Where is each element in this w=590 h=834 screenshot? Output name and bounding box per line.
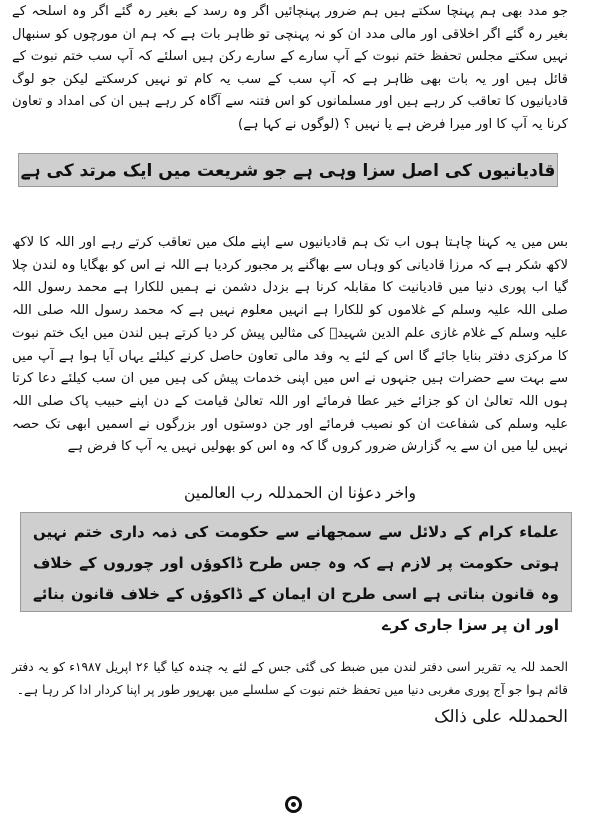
- paragraph-london-office: بس میں یہ کہنا چاہتا ہوں اب تک ہم قادیانیوں سے اپنے ملک میں تعاقب کرتے رہے اور اللہ کا لاکھ لاکھ شکر ہے کہ مرزا قادیانی کو وہاں سے بھاگنے پر مجبور کردیا ہے اللہ نے اس کو بھگایا وہ لندن چلا گیا اب پوری دنیا میں قادیانیت کا مقابلہ کرنا ہے بزدل دشمن نے ہمیں للکارا ہے محمد رسول اللہ صلی اللہ علیہ وسلم کے غلاموں کو للکارا ہے انہیں معلوم نہیں ہے کہ محمد رسول اللہ صلی اللہ علیہ وسلم کے غلام غازی علم الدین شہیدؒ کی مثالیں پیش کر دیا کرتے ہیں لندن میں ایک ختم نبوت کا مرکزی دفتر بنایا جائے گا اس کے لئے یہ وفد مالی تعاون حاصل کرنے کیلئے یہاں آیا ہوا ہے آپ میں سے بہت سے حضرات ہیں جنہوں نے اس میں اپنی خدمات پیش کی ہیں میں ان سب کیلئے دعا کرتا ہوں اللہ تعالیٰ ان کو جزائے خیر عطا فرمائے اور اللہ تعالیٰ قیامت کے دن اپنے حبیب پاک صلی اللہ علیہ وسلم کی شفاعت ان کو نصیب فرمائے اور جن دوستوں اور بزرگوں نے اسمیں ابھی تک حصہ نہیں لیا میں ان سے یہ گزارش ضرور کروں گا کہ وہ اس کو بھولیں نہیں یہ آپ کا فرض ہے: [12, 235, 568, 455]
- section-heading: قادیانیوں کی اصل سزا وہی ہے جو شریعت میں ایک مرتد کی ہے: [20, 160, 556, 181]
- circle-dot-icon: [285, 796, 302, 813]
- paragraph-office-note: الحمد للہ یہ تقریر اسی دفتر لندن میں ضبط کی گئی جس کے لئے یہ چندہ کیا گیا ۲۶ اپریل ۱۹۸۷ء کو یہ دفتر قائم ہوا جو آج پوری مغربی دنیا میں تحفظ ختم نبوت کے سلسلے میں بھرپور طور پر اپنا کردار ادا کر رہا ہے۔: [12, 660, 568, 697]
- callout-box: علماء کرام کے دلائل سے سمجھانے سے حکومت کی ذمہ داری ختم نہیں ہوتی حکومت پر لازم ہے کہ وہ جس طرح ڈاکوؤں اور چوروں کے خلاف وہ قانون بناتی ہے اسی طرح ان ایمان کے ڈاکوؤں کے خلاف قانون بنائے اور ان پر سزا جاری کرے: [20, 512, 572, 612]
- arabic-closing-prayer: واخر دعوٰنا ان الحمدللہ رب العالمین: [184, 484, 416, 502]
- section-heading-box: [18, 153, 558, 187]
- paragraph-support-appeal: جو مدد بھی ہم پہنچا سکتے ہیں ہم ضرور پہنچائیں اگر وہ رسد کے بغیر رہ گئے اگر وہ اسلحہ کے بغیر رہ گئے اگر اخلاقی اور مالی مدد ان کو نہ پہنچی تو ظاہر بات ہے کہ ہم ان مورچوں کو سنبھال نہیں سکتے مجلس تحفظ ختم نبوت کے آپ سارے کے سارے رکن ہیں اسلئے کہ آپ سب ختم نبوت کے قائل ہیں اور یہ بات بھی ظاہر ہے کہ آپ سب کے سب یہ کام تو نہیں کرسکتے لیکن جو لوگ قادیانیوں کا تعاقب کر رہے ہیں اور مسلمانوں کو اس فتنہ سے آگاہ کر رہے ہیں ان کی امداد و تعاون کرنا یہ آپ کا اور میرا فرض ہے یا نہیں ؟ (لوگوں نے کہا ہے): [12, 4, 568, 132]
- arabic-final-praise: الحمدللہ علی ذالک: [434, 707, 568, 727]
